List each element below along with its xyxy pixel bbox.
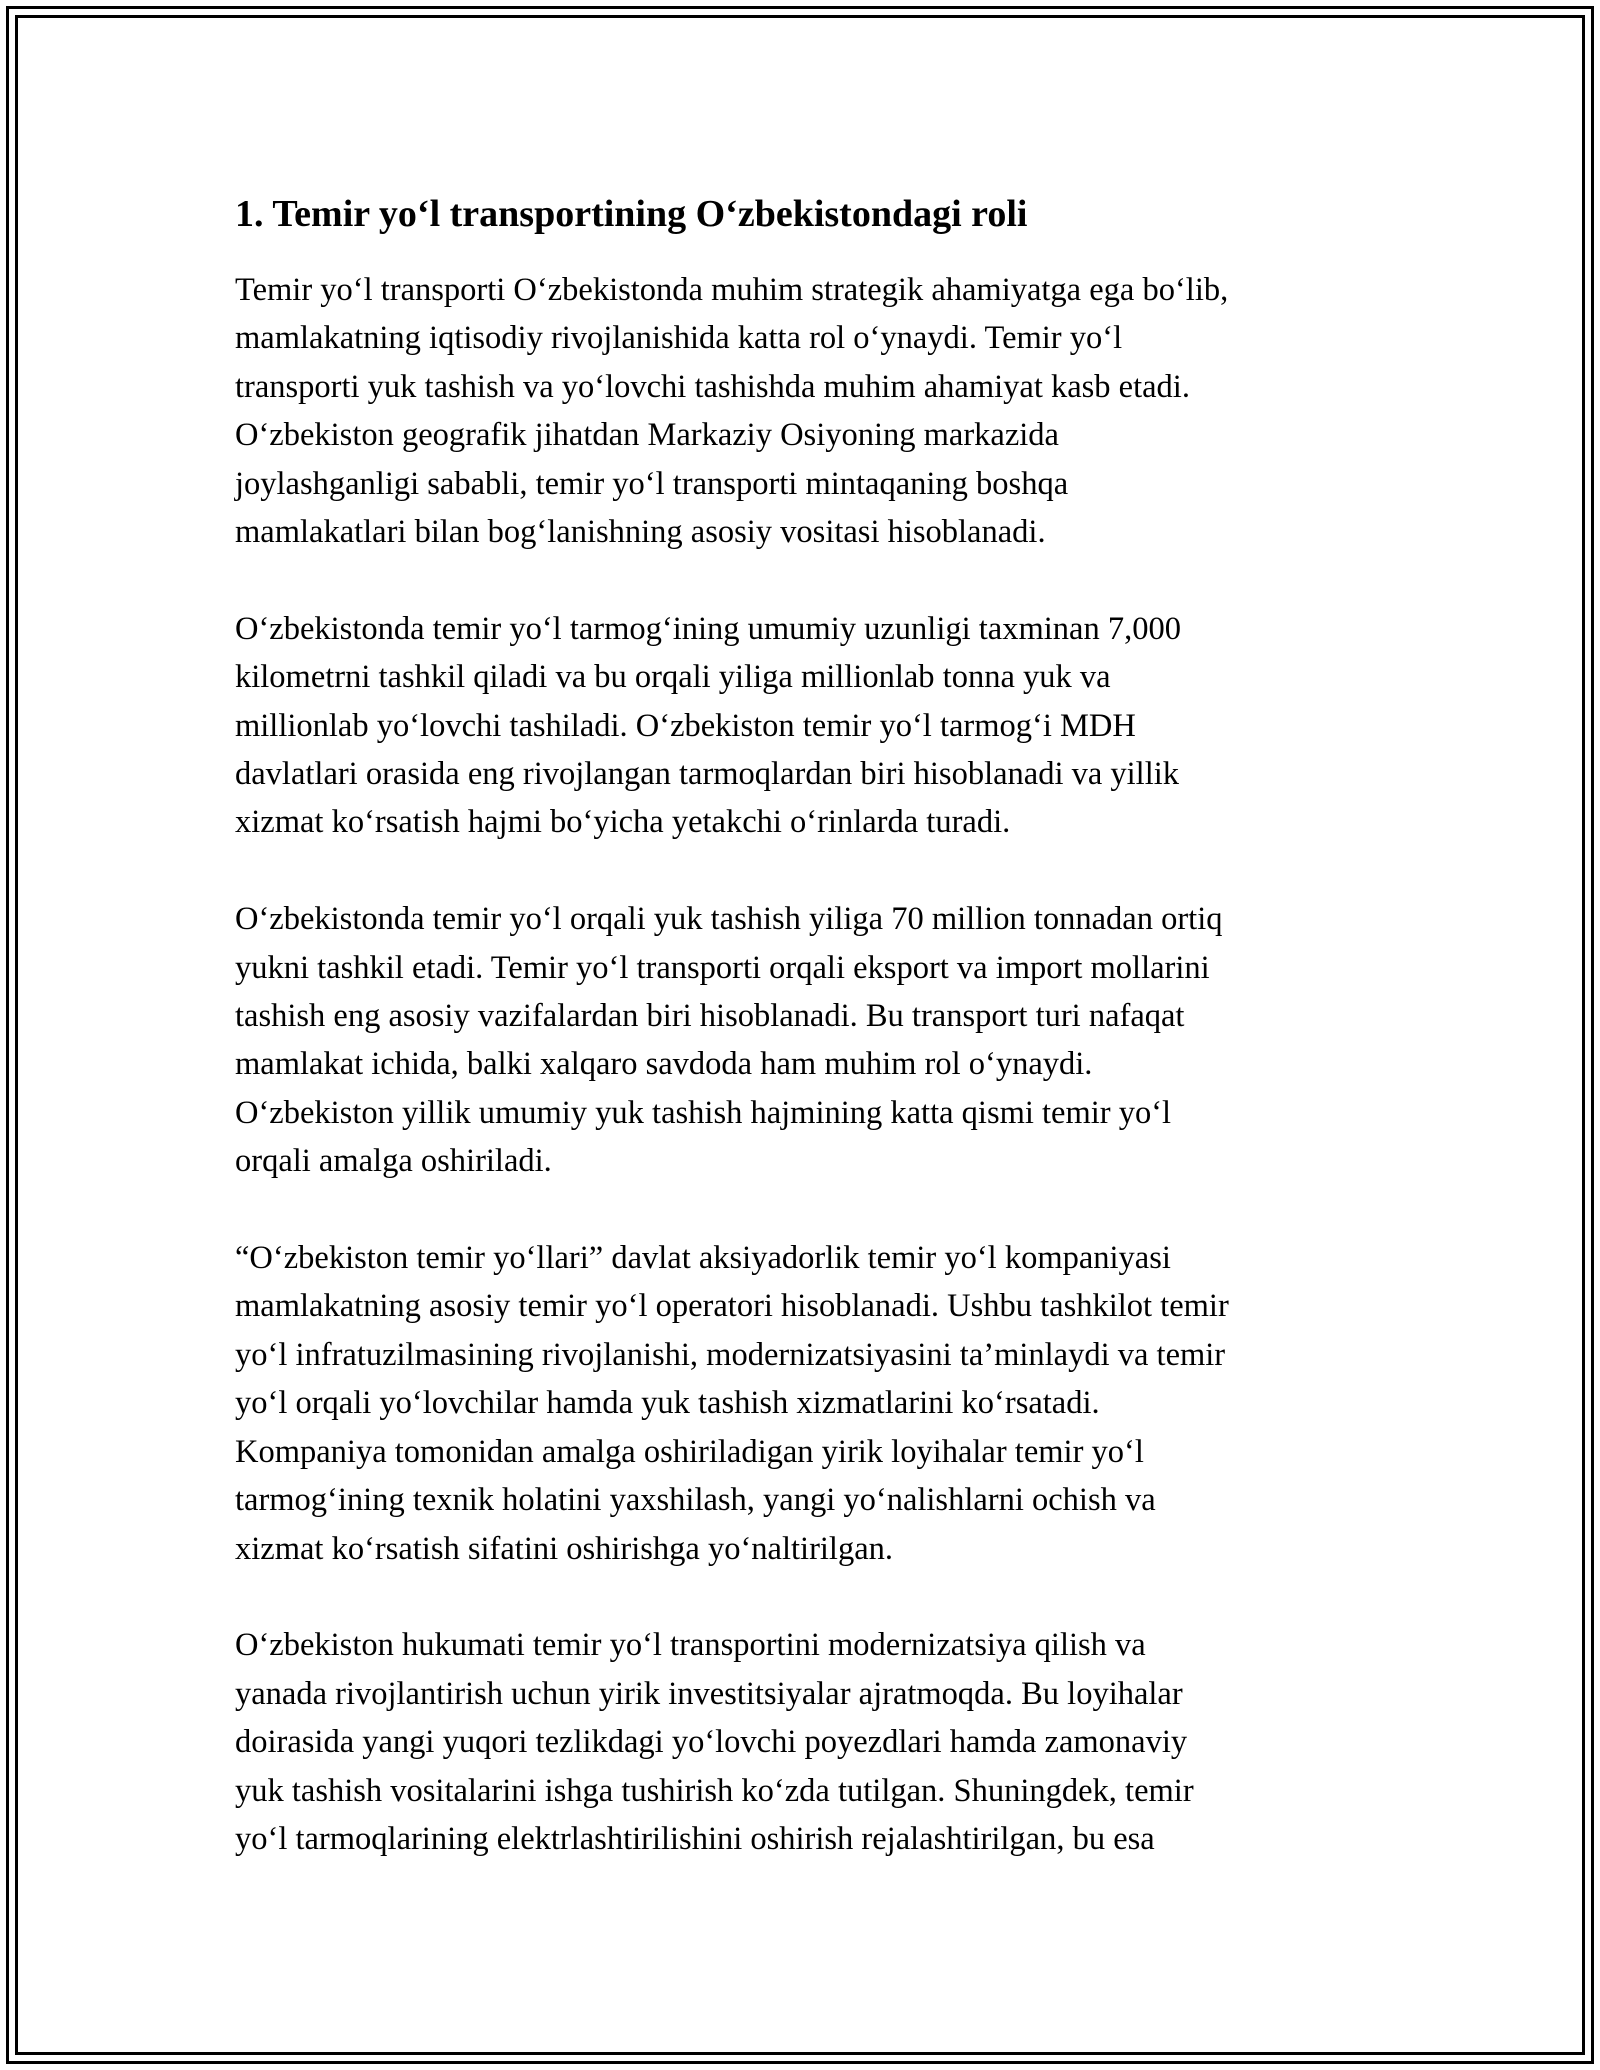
text-line: doirasida yangi yuqori tezlikdagi yo‘lovchi poyezdlari hamda zamonaviy	[235, 1724, 1188, 1761]
text-line: O‘zbekiston hukumati temir yo‘l transportini modernizatsiya qilish va	[235, 1627, 1146, 1664]
text-line: yo‘l infratuzilmasining rivojlanishi, modernizatsiyasini ta’minlaydi va temir	[235, 1336, 1226, 1373]
text-line: mamlakat ichida, balki xalqaro savdoda ham muhim rol o‘ynaydi.	[235, 1046, 1093, 1083]
text-line: yuk tashish vositalarini ishga tushirish ko‘zda tutilgan. Shuningdek, temir	[235, 1772, 1194, 1809]
text-line: yukni tashkil etadi. Temir yo‘l transporti orqali eksport va import mollarini	[235, 949, 1210, 986]
text-line: millionlab yo‘lovchi tashiladi. O‘zbekiston temir yo‘l tarmog‘i MDH	[235, 707, 1136, 744]
text-line: O‘zbekiston geografik jihatdan Markaziy Osiyoning markazida	[235, 417, 1059, 454]
text-line: Temir yo‘l transporti O‘zbekistonda muhim strategik ahamiyatga ega bo‘lib,	[235, 272, 1229, 308]
paragraph-1	[235, 266, 1385, 556]
text-line: yanada rivojlantirish uchun yirik investitsiyalar ajratmoqda. Bu loyihalar	[235, 1675, 1183, 1712]
section-heading: 1. Temir yo‘l transportining O‘zbekistondagi roli	[235, 193, 1028, 235]
paragraph-4	[235, 1234, 1385, 1573]
text-line: xizmat ko‘rsatish sifatini oshirishga yo‘naltirilgan.	[235, 1530, 893, 1567]
paragraph-3	[235, 895, 1385, 1185]
text-line: transporti yuk tashish va yo‘lovchi tashishda muhim ahamiyat kasb etadi.	[235, 368, 1190, 405]
paragraph-5	[235, 1621, 1385, 1863]
text-line: orqali amalga oshiriladi.	[235, 1143, 552, 1180]
text-line: O‘zbekistonda temir yo‘l orqali yuk tashish yiliga 70 million tonnadan ortiq	[235, 901, 1223, 938]
text-line: yo‘l tarmoqlarining elektrlashtirilishini oshirish rejalashtirilgan, bu esa	[235, 1820, 1155, 1857]
text-line: kilometrni tashkil qiladi va bu orqali yiliga millionlab tonna yuk va	[235, 659, 1111, 696]
text-line: yo‘l orqali yo‘lovchilar hamda yuk tashish xizmatlarini ko‘rsatadi.	[235, 1385, 1100, 1422]
paragraph-2	[235, 605, 1385, 847]
text-line: “O‘zbekiston temir yo‘llari” davlat aksiyadorlik temir yo‘l kompaniyasi	[235, 1240, 1171, 1277]
document-body	[235, 186, 1385, 1912]
text-line: tarmog‘ining texnik holatini yaxshilash, yangi yo‘nalishlarni ochish va	[235, 1482, 1156, 1519]
text-line: Kompaniya tomonidan amalga oshiriladigan yirik loyihalar temir yo‘l	[235, 1433, 1144, 1470]
text-line: mamlakatning iqtisodiy rivojlanishida katta rol o‘ynaydi. Temir yo‘l	[235, 320, 1123, 357]
text-line: mamlakatlari bilan bog‘lanishning asosiy vositasi hisoblanadi.	[235, 514, 1046, 551]
text-line: mamlakatning asosiy temir yo‘l operatori hisoblanadi. Ushbu tashkilot temir	[235, 1288, 1229, 1325]
text-line: O‘zbekistonda temir yo‘l tarmog‘ining umumiy uzunligi taxminan 7,000	[235, 610, 1181, 647]
text-line: tashish eng asosiy vazifalardan biri hisoblanadi. Bu transport turi nafaqat	[235, 998, 1185, 1035]
text-line: O‘zbekiston yillik umumiy yuk tashish hajmining katta qismi temir yo‘l	[235, 1094, 1172, 1131]
text-line: xizmat ko‘rsatish hajmi bo‘yicha yetakchi o‘rinlarda turadi.	[235, 804, 1011, 841]
text-line: davlatlari orasida eng rivojlangan tarmoqlardan biri hisoblanadi va yillik	[235, 756, 1180, 793]
text-line: joylashganligi sababli, temir yo‘l transporti mintaqaning boshqa	[235, 465, 1069, 502]
